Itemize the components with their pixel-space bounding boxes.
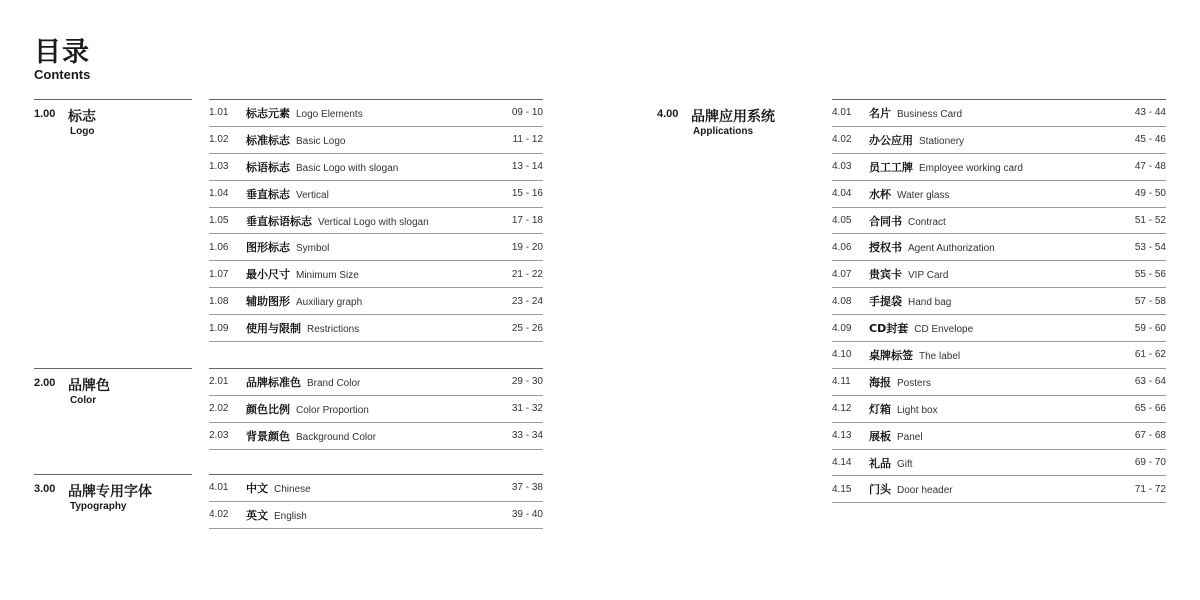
entry-number: 2.01 [209, 376, 229, 388]
entry-number: 2.03 [209, 430, 229, 442]
toc-entry[interactable] [209, 208, 543, 235]
entry-label [869, 213, 946, 229]
entry-pages: 17 - 18 [511, 215, 543, 226]
entry-label [869, 455, 913, 471]
section-title-cn: 标志 [68, 109, 96, 125]
entry-title-cn: 礼品 [869, 456, 891, 470]
toc-entry[interactable] [832, 423, 1166, 450]
section-number: 3.00 [34, 483, 56, 495]
page-title: 目录 [34, 37, 90, 68]
toc-entry[interactable] [209, 181, 543, 208]
entry-pages: 69 - 70 [1134, 457, 1166, 469]
entry-title-en: Business Card [897, 108, 963, 120]
entry-number: 4.14 [832, 457, 852, 469]
entry-title-en: Hand bag [908, 297, 952, 309]
entry-number: 4.09 [832, 322, 852, 334]
toc-entry[interactable] [209, 127, 543, 154]
toc-list-applications [832, 99, 1166, 503]
entry-number: 1.02 [209, 134, 229, 146]
toc-entry[interactable] [832, 208, 1166, 235]
entry-title-cn: 标语标志 [246, 160, 290, 174]
entry-label [246, 428, 376, 444]
toc-list-logo [209, 99, 543, 342]
toc-entry[interactable] [209, 502, 543, 529]
entry-title-en: Posters [897, 377, 931, 389]
entry-title-cn: 颜色比例 [246, 402, 290, 416]
entry-label [869, 186, 949, 202]
entry-pages: 09 - 10 [511, 107, 543, 119]
entry-pages: 25 - 26 [511, 322, 543, 334]
entry-pages: 57 - 58 [1134, 295, 1166, 307]
entry-pages: 11 - 12 [512, 134, 543, 146]
entry-title-en: Contract [908, 216, 946, 228]
entry-title-cn: 中文 [246, 481, 268, 495]
toc-entry[interactable] [832, 288, 1166, 315]
entry-title-en: Door header [897, 485, 953, 497]
entry-title-en: Agent Authorization [908, 243, 995, 255]
entry-title-en: Employee working card [919, 162, 1023, 174]
entry-pages: 43 - 44 [1134, 107, 1166, 119]
entry-label [246, 401, 369, 417]
entry-number: 1.07 [209, 268, 229, 280]
entry-title-cn: 标志元素 [246, 106, 290, 120]
toc-entry[interactable] [832, 234, 1166, 261]
section-header-logo [34, 99, 192, 139]
entry-title-en: Color Proportion [296, 404, 369, 416]
entry-title-en: CD Envelope [914, 324, 974, 336]
entry-label [869, 347, 960, 363]
toc-entry[interactable] [832, 450, 1166, 477]
entry-pages: 59 - 60 [1134, 322, 1166, 334]
section-number: 1.00 [34, 108, 56, 120]
entry-pages: 21 - 22 [511, 268, 543, 280]
toc-entry[interactable] [209, 475, 543, 502]
toc-entry[interactable] [209, 154, 543, 181]
entry-label [246, 105, 363, 121]
toc-entry[interactable] [832, 127, 1166, 154]
entry-number: 4.05 [832, 215, 852, 226]
section-number: 2.00 [34, 377, 56, 389]
toc-entry[interactable] [832, 181, 1166, 208]
entry-title-en: Vertical [296, 189, 329, 201]
entry-number: 1.01 [209, 107, 229, 119]
entry-title-en: Basic Logo with slogan [296, 162, 399, 174]
entry-pages: 55 - 56 [1134, 268, 1166, 280]
entry-number: 4.11 [832, 376, 851, 388]
entry-label [869, 428, 923, 444]
entry-label [869, 159, 1023, 175]
section-title-cn: 品牌色 [68, 378, 110, 394]
entry-number: 4.01 [832, 107, 852, 119]
entry-title-cn: 最小尺寸 [246, 268, 290, 282]
entry-number: 4.13 [832, 430, 852, 442]
entry-title-en: Logo Elements [296, 108, 363, 120]
entry-title-cn: 员工工牌 [869, 160, 913, 174]
toc-entry[interactable] [209, 288, 543, 315]
entry-title-cn: 水杯 [869, 187, 891, 201]
entry-title-cn: 名片 [869, 106, 891, 120]
toc-entry[interactable] [209, 100, 543, 127]
entry-pages: 61 - 62 [1134, 349, 1166, 361]
entry-number: 1.05 [209, 215, 229, 226]
entry-label [869, 374, 931, 390]
entry-title-en: Vertical Logo with slogan [318, 216, 429, 228]
entry-title-en: Chinese [274, 483, 311, 495]
entry-pages: 37 - 38 [511, 482, 543, 494]
entry-label [869, 293, 951, 309]
entry-title-cn: 品牌标准色 [246, 375, 301, 389]
entry-title-cn: CD封套 [869, 322, 909, 336]
entry-title-cn: 合同书 [869, 214, 902, 228]
entry-label [869, 266, 948, 282]
entry-title-en: VIP Card [908, 270, 949, 282]
entry-title-cn: 授权书 [869, 241, 902, 255]
entry-label [246, 186, 329, 202]
section-title-cn: 品牌专用字体 [68, 484, 152, 500]
entry-number: 1.08 [209, 295, 229, 307]
entry-title-cn: 图形标志 [246, 241, 290, 255]
entry-label [869, 401, 938, 417]
section-header-applications [657, 99, 815, 139]
entry-pages: 29 - 30 [511, 376, 543, 388]
entry-label [869, 105, 962, 121]
entry-title-en: Light box [897, 404, 938, 416]
entry-title-cn: 海报 [869, 375, 891, 389]
entry-label [869, 320, 973, 336]
entry-pages: 67 - 68 [1134, 430, 1166, 442]
entry-title-en: Panel [897, 431, 923, 443]
section-number: 4.00 [657, 108, 679, 120]
entry-number: 2.02 [209, 403, 229, 415]
entry-pages: 49 - 50 [1134, 188, 1166, 200]
entry-label [246, 480, 311, 496]
entry-label [869, 239, 995, 255]
entry-title-en: Brand Color [307, 377, 361, 389]
entry-number: 4.07 [832, 268, 852, 280]
section-header-typography [34, 474, 192, 514]
entry-pages: 45 - 46 [1134, 134, 1166, 146]
entry-title-cn: 辅助图形 [246, 295, 290, 309]
entry-label [246, 159, 398, 175]
section-title-en: Applications [693, 126, 754, 137]
section-title-en: Logo [70, 126, 95, 137]
entry-pages: 53 - 54 [1134, 241, 1166, 253]
section-title-en: Typography [70, 501, 127, 512]
entry-pages: 13 - 14 [511, 161, 543, 173]
toc-list-color [209, 368, 543, 450]
toc-entry[interactable] [832, 396, 1166, 423]
entry-title-cn: 桌牌标签 [869, 348, 913, 362]
entry-title-cn: 标准标志 [246, 133, 290, 147]
toc-entry[interactable] [832, 315, 1166, 342]
entry-label [246, 293, 362, 309]
entry-number: 1.06 [209, 241, 229, 253]
entry-title-cn: 英文 [246, 508, 268, 522]
entry-pages: 33 - 34 [511, 430, 543, 442]
entry-label [246, 374, 360, 390]
entry-number: 1.03 [209, 161, 229, 173]
section-rule [34, 368, 192, 369]
toc-entry[interactable] [832, 154, 1166, 181]
toc-entry[interactable] [209, 315, 543, 342]
entry-title-en: Basic Logo [296, 135, 346, 147]
entry-title-en: Stationery [919, 135, 965, 147]
entry-title-cn: 垂直标志 [246, 187, 290, 201]
entry-number: 4.10 [832, 349, 852, 361]
entry-label [869, 481, 953, 497]
section-rule [34, 99, 192, 100]
entry-number: 4.02 [832, 134, 852, 146]
entry-number: 4.15 [832, 483, 852, 495]
entry-number: 1.09 [209, 322, 229, 334]
entry-number: 4.01 [209, 482, 229, 494]
entry-title-en: Water glass [897, 189, 950, 201]
entry-title-en: Restrictions [307, 324, 360, 336]
entry-title-cn: 手提袋 [869, 295, 902, 309]
section-header-color [34, 368, 192, 408]
entry-pages: 15 - 16 [511, 188, 543, 200]
entry-number: 4.12 [832, 403, 852, 415]
entry-number: 4.06 [832, 241, 852, 253]
entry-title-en: English [274, 510, 307, 522]
entry-title-cn: 背景颜色 [246, 429, 290, 443]
entry-pages: 51 - 52 [1134, 215, 1166, 226]
entry-title-cn: 灯箱 [869, 402, 891, 416]
entry-pages: 65 - 66 [1134, 403, 1166, 415]
entry-pages: 63 - 64 [1134, 376, 1166, 388]
entry-label [246, 320, 359, 336]
entry-pages: 19 - 20 [511, 241, 543, 253]
section-title-cn: 品牌应用系统 [691, 109, 775, 125]
entry-label [869, 132, 964, 148]
entry-label [246, 266, 359, 282]
entry-title-cn: 展板 [869, 429, 891, 443]
entry-title-cn: 使用与限制 [246, 322, 301, 336]
toc-entry[interactable] [209, 261, 543, 288]
toc-entry[interactable] [832, 100, 1166, 127]
entry-title-en: Symbol [296, 243, 330, 255]
entry-title-cn: 贵宾卡 [869, 268, 902, 282]
entry-label [246, 239, 329, 255]
toc-list-typography [209, 474, 543, 529]
entry-label [246, 132, 345, 148]
section-title-en: Color [70, 395, 97, 406]
entry-number: 1.04 [209, 188, 229, 200]
toc-entry[interactable] [209, 234, 543, 261]
entry-pages: 71 - 72 [1134, 483, 1166, 495]
toc-entry[interactable] [832, 369, 1166, 396]
section-rule [34, 474, 192, 475]
toc-entry[interactable] [832, 261, 1166, 288]
entry-pages: 47 - 48 [1134, 161, 1166, 173]
entry-title-en: Background Color [296, 431, 377, 443]
entry-number: 4.04 [832, 188, 852, 200]
entry-number: 4.08 [832, 295, 852, 307]
entry-label [246, 213, 429, 229]
entry-pages: 31 - 32 [511, 403, 543, 415]
toc-entry[interactable] [209, 369, 543, 396]
toc-entry[interactable] [209, 396, 543, 423]
toc-entry[interactable] [832, 342, 1166, 369]
entry-title-en: Auxiliary graph [296, 297, 363, 309]
entry-label [246, 507, 307, 523]
entry-number: 4.02 [209, 509, 229, 521]
entry-pages: 39 - 40 [511, 509, 543, 521]
entry-title-cn: 办公应用 [869, 133, 913, 147]
toc-entry[interactable] [209, 423, 543, 450]
entry-title-en: Gift [897, 458, 913, 470]
entry-title-en: The label [919, 350, 961, 362]
entry-title-en: Minimum Size [296, 270, 359, 282]
toc-entry[interactable] [832, 476, 1166, 503]
entry-number: 4.03 [832, 161, 852, 173]
entry-title-cn: 门头 [869, 483, 891, 497]
page-subtitle: Contents [34, 67, 91, 82]
entry-title-cn: 垂直标语标志 [246, 214, 312, 228]
entry-pages: 23 - 24 [511, 295, 543, 307]
